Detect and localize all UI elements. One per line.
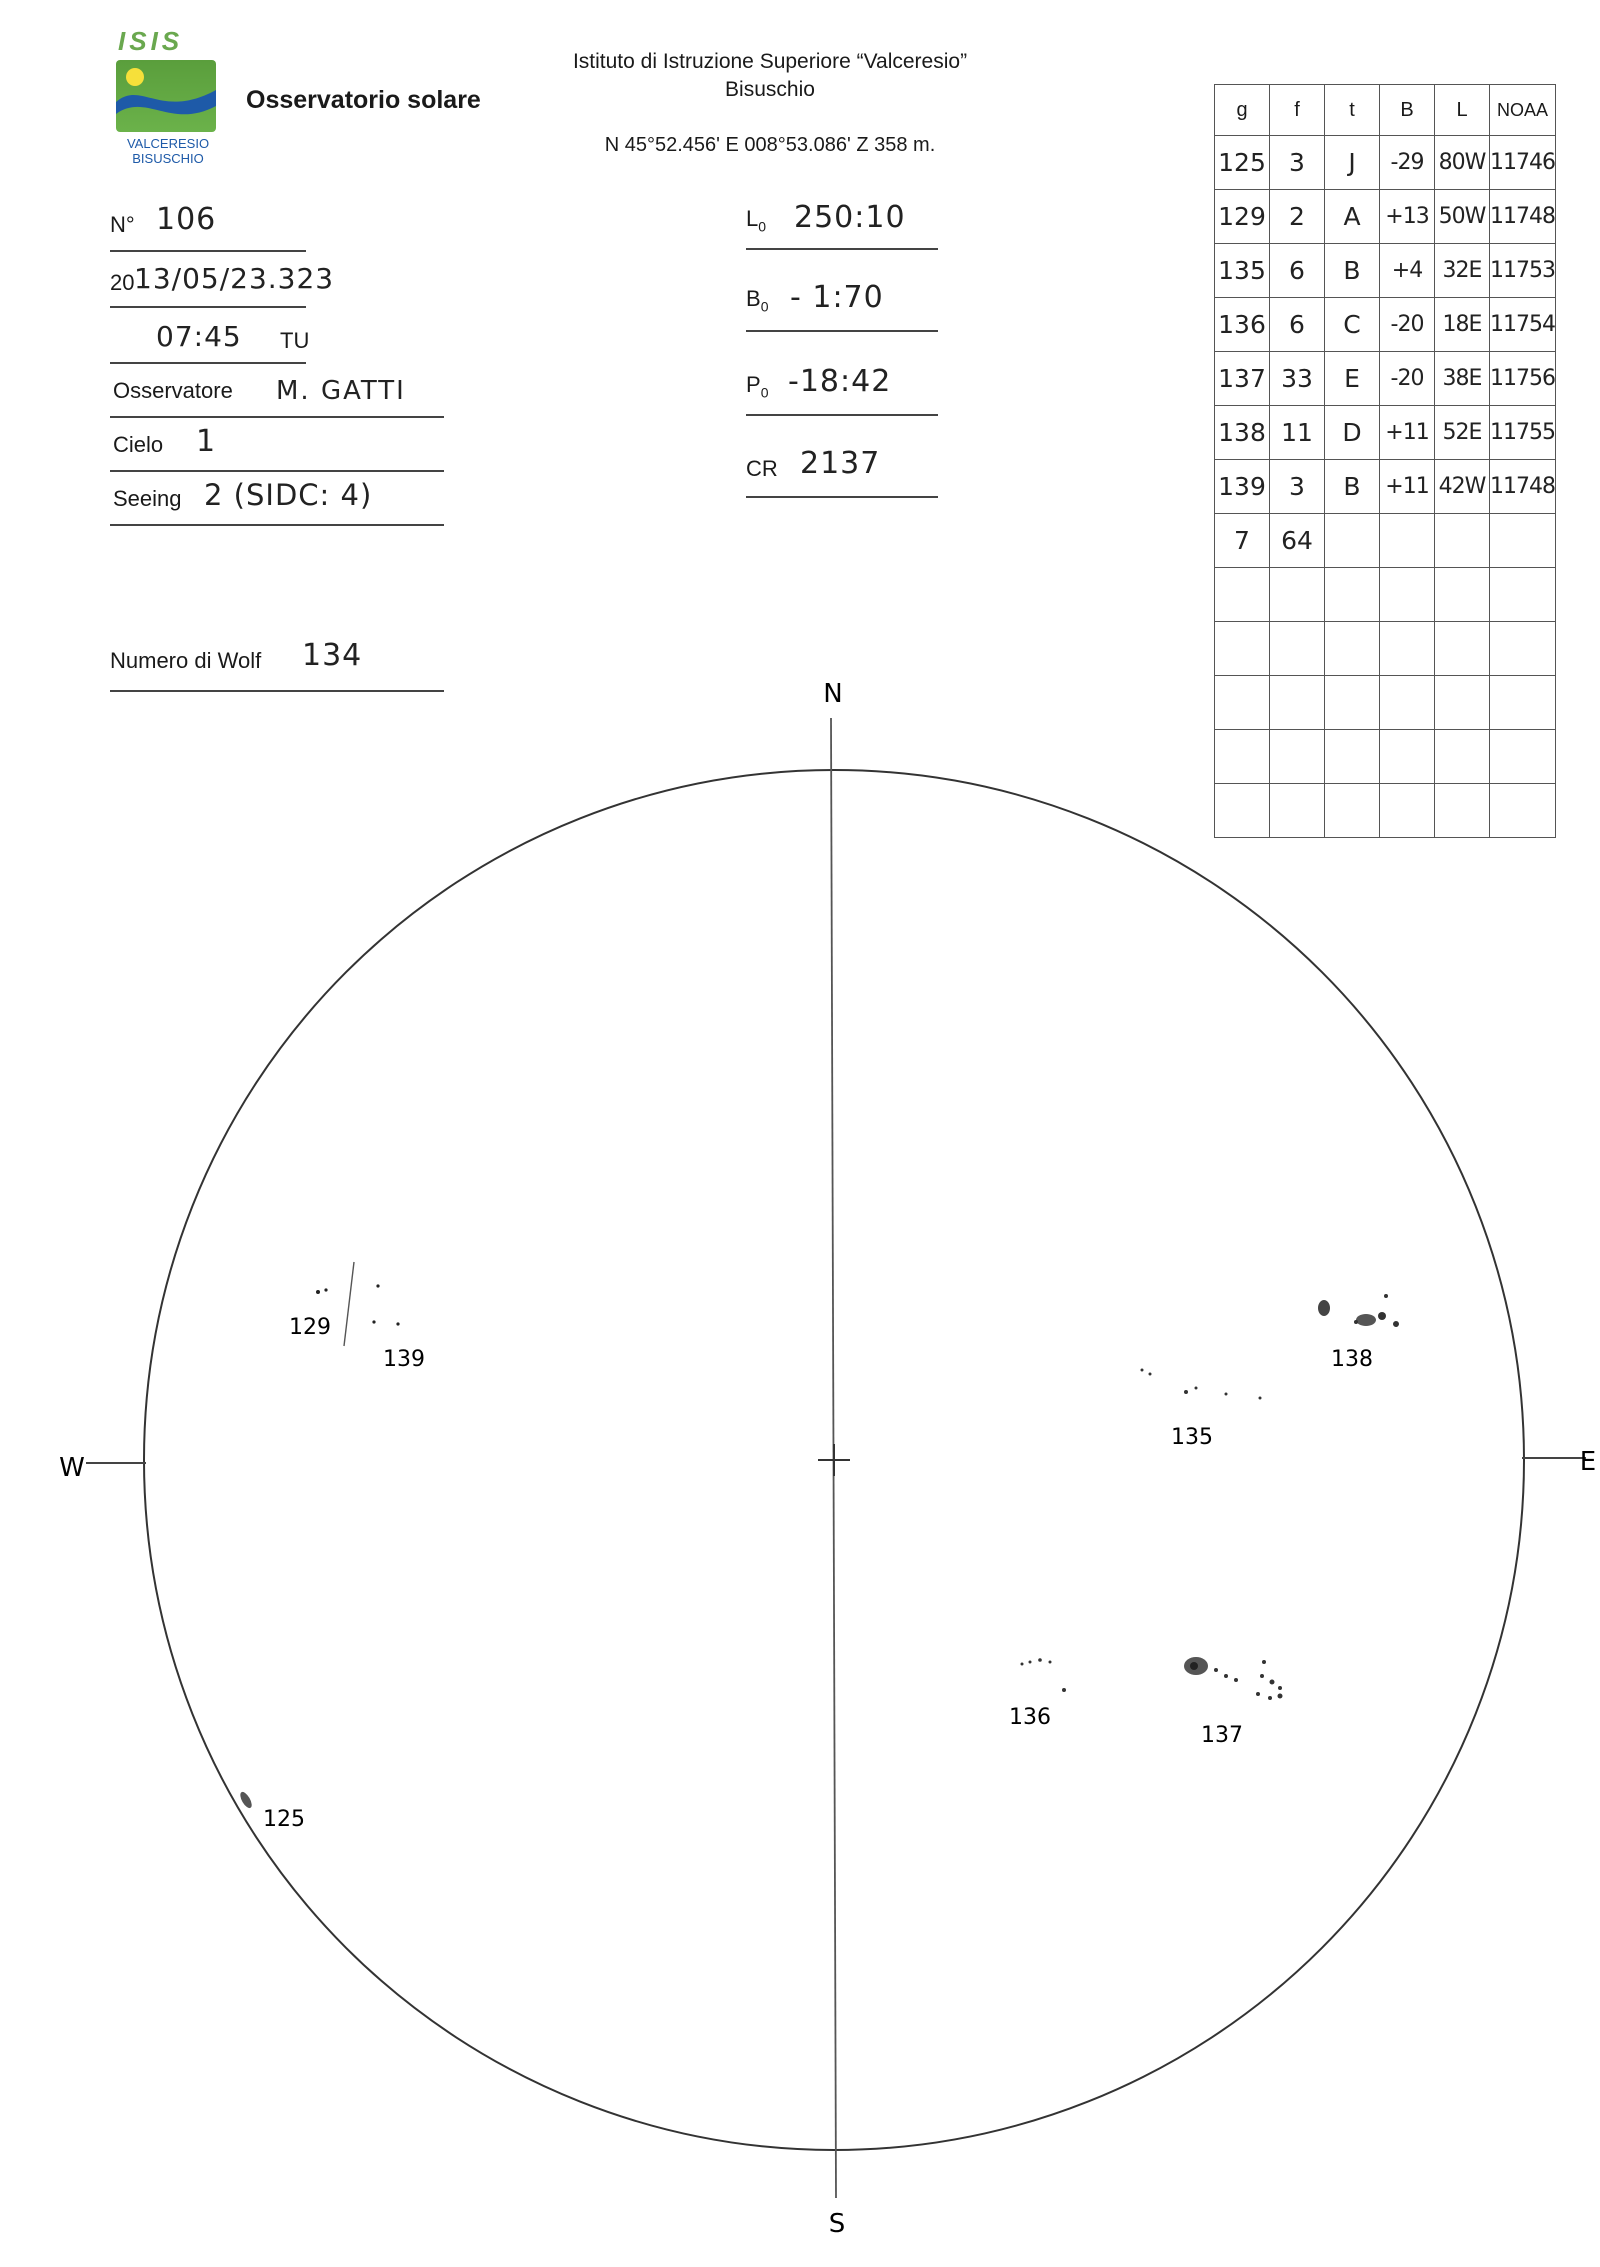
cell-noaa: 11746 xyxy=(1490,136,1556,190)
cr-label: CR xyxy=(746,456,778,481)
group-label-137: 137 xyxy=(1201,1723,1243,1748)
cell-b: -20 xyxy=(1380,352,1435,406)
observatory-coordinates: N 45°52.456' E 008°53.086' Z 358 m. xyxy=(604,134,936,156)
observer-value: M. GATTI xyxy=(276,376,406,406)
cell-b: +11 xyxy=(1380,406,1435,460)
cell-b: +4 xyxy=(1380,244,1435,298)
logo-name-line-2: BISUSCHIO xyxy=(132,151,204,166)
group-label-136: 136 xyxy=(1009,1705,1051,1730)
date-value: 13/05/23.323 xyxy=(134,262,335,295)
cell-b: -20 xyxy=(1380,298,1435,352)
cell-l: 38E xyxy=(1435,352,1490,406)
cell-g: 136 xyxy=(1215,298,1270,352)
cell-t: A xyxy=(1325,190,1380,244)
p0-label: $P_0$ xyxy=(746,372,769,401)
cell-t: D xyxy=(1325,406,1380,460)
group-label-138: 138 xyxy=(1331,1347,1373,1372)
cell-t: C xyxy=(1325,298,1380,352)
cell-noaa: 11748 xyxy=(1490,190,1556,244)
date-prefix: 20 xyxy=(110,270,135,295)
header-noaa: NOAA xyxy=(1490,85,1556,136)
cell-l: 50W xyxy=(1435,190,1490,244)
cell-b: +13 xyxy=(1380,190,1435,244)
b0-label: $B_0$ xyxy=(746,286,769,315)
sunspot-group-139 xyxy=(372,1284,425,1372)
number-value: 106 xyxy=(156,202,217,237)
sunspot-group-136 xyxy=(1009,1658,1066,1730)
cell-t: B xyxy=(1325,460,1380,514)
cell-f: 6 xyxy=(1270,298,1325,352)
group-label-129: 129 xyxy=(289,1315,331,1340)
cell-b: +11 xyxy=(1380,460,1435,514)
south-label: S xyxy=(828,2209,846,2239)
cell-t: E xyxy=(1325,352,1380,406)
header-l: L xyxy=(1435,85,1490,136)
observer-label: Osservatore xyxy=(113,378,233,403)
cell-f: 11 xyxy=(1270,406,1325,460)
cell-f: 3 xyxy=(1270,460,1325,514)
east-label: E xyxy=(1579,1447,1597,1477)
cell-f: 64 xyxy=(1270,514,1325,568)
header-f: f xyxy=(1270,85,1325,136)
cell-g: 135 xyxy=(1215,244,1270,298)
sunspot-group-135 xyxy=(1141,1369,1262,1451)
cell-noaa: 11753 xyxy=(1490,244,1556,298)
north-label: N xyxy=(823,679,843,709)
cell-f: 2 xyxy=(1270,190,1325,244)
logo-name-line-1: VALCERESIO xyxy=(126,136,210,151)
group-label-135: 135 xyxy=(1171,1425,1213,1450)
west-label: W xyxy=(59,1453,85,1483)
seeing-label: Seeing xyxy=(113,486,182,511)
cell-l: 42W xyxy=(1435,460,1490,514)
header-g: g xyxy=(1215,85,1270,136)
group-label-139: 139 xyxy=(383,1347,425,1372)
cell-f: 33 xyxy=(1270,352,1325,406)
sunspot-group-137 xyxy=(1184,1657,1283,1748)
cell-f: 6 xyxy=(1270,244,1325,298)
institute-town: Bisuschio xyxy=(725,78,815,101)
cell-g: 125 xyxy=(1215,136,1270,190)
cell-g: 7 xyxy=(1215,514,1270,568)
p0-value: -18:42 xyxy=(788,364,892,399)
cell-l: 80W xyxy=(1435,136,1490,190)
wolf-value: 134 xyxy=(302,638,363,673)
group-label-125: 125 xyxy=(263,1807,305,1832)
institute-name: Istituto di Istruzione Superiore “Valceresio” xyxy=(572,50,968,73)
header-b: B xyxy=(1380,85,1435,136)
time-unit: TU xyxy=(280,328,310,353)
cell-g: 137 xyxy=(1215,352,1270,406)
cell-f: 3 xyxy=(1270,136,1325,190)
cell-g: 138 xyxy=(1215,406,1270,460)
cell-l: 52E xyxy=(1435,406,1490,460)
l0-label: $L_0$ xyxy=(746,206,767,235)
sunspot-group-129 xyxy=(289,1288,331,1340)
number-label: N° xyxy=(110,212,135,237)
cell-noaa: 11754 xyxy=(1490,298,1556,352)
b0-value: - 1:70 xyxy=(790,280,884,315)
sky-value: 1 xyxy=(196,424,217,459)
cell-b: -29 xyxy=(1380,136,1435,190)
sunspot-group-138 xyxy=(1318,1294,1399,1372)
l0-value: 250:10 xyxy=(794,200,906,235)
cell-g: 139 xyxy=(1215,460,1270,514)
cell-noaa: 11748 xyxy=(1490,460,1556,514)
observatory-title: Osservatorio solare xyxy=(246,86,481,114)
cell-l: 32E xyxy=(1435,244,1490,298)
cell-t: J xyxy=(1325,136,1380,190)
cell-t: B xyxy=(1325,244,1380,298)
seeing-value: 2 (SIDC: 4) xyxy=(204,478,373,512)
time-value: 07:45 xyxy=(156,320,242,353)
logo-text: ISIS xyxy=(118,26,184,56)
group-separator-line xyxy=(344,1262,354,1346)
cell-l: 18E xyxy=(1435,298,1490,352)
cell-noaa: 11755 xyxy=(1490,406,1556,460)
cell-g: 129 xyxy=(1215,190,1270,244)
wolf-label: Numero di Wolf xyxy=(110,648,262,673)
cell-noaa: 11756 xyxy=(1490,352,1556,406)
cr-value: 2137 xyxy=(800,446,881,481)
header-t: t xyxy=(1325,85,1380,136)
sky-label: Cielo xyxy=(113,432,164,457)
